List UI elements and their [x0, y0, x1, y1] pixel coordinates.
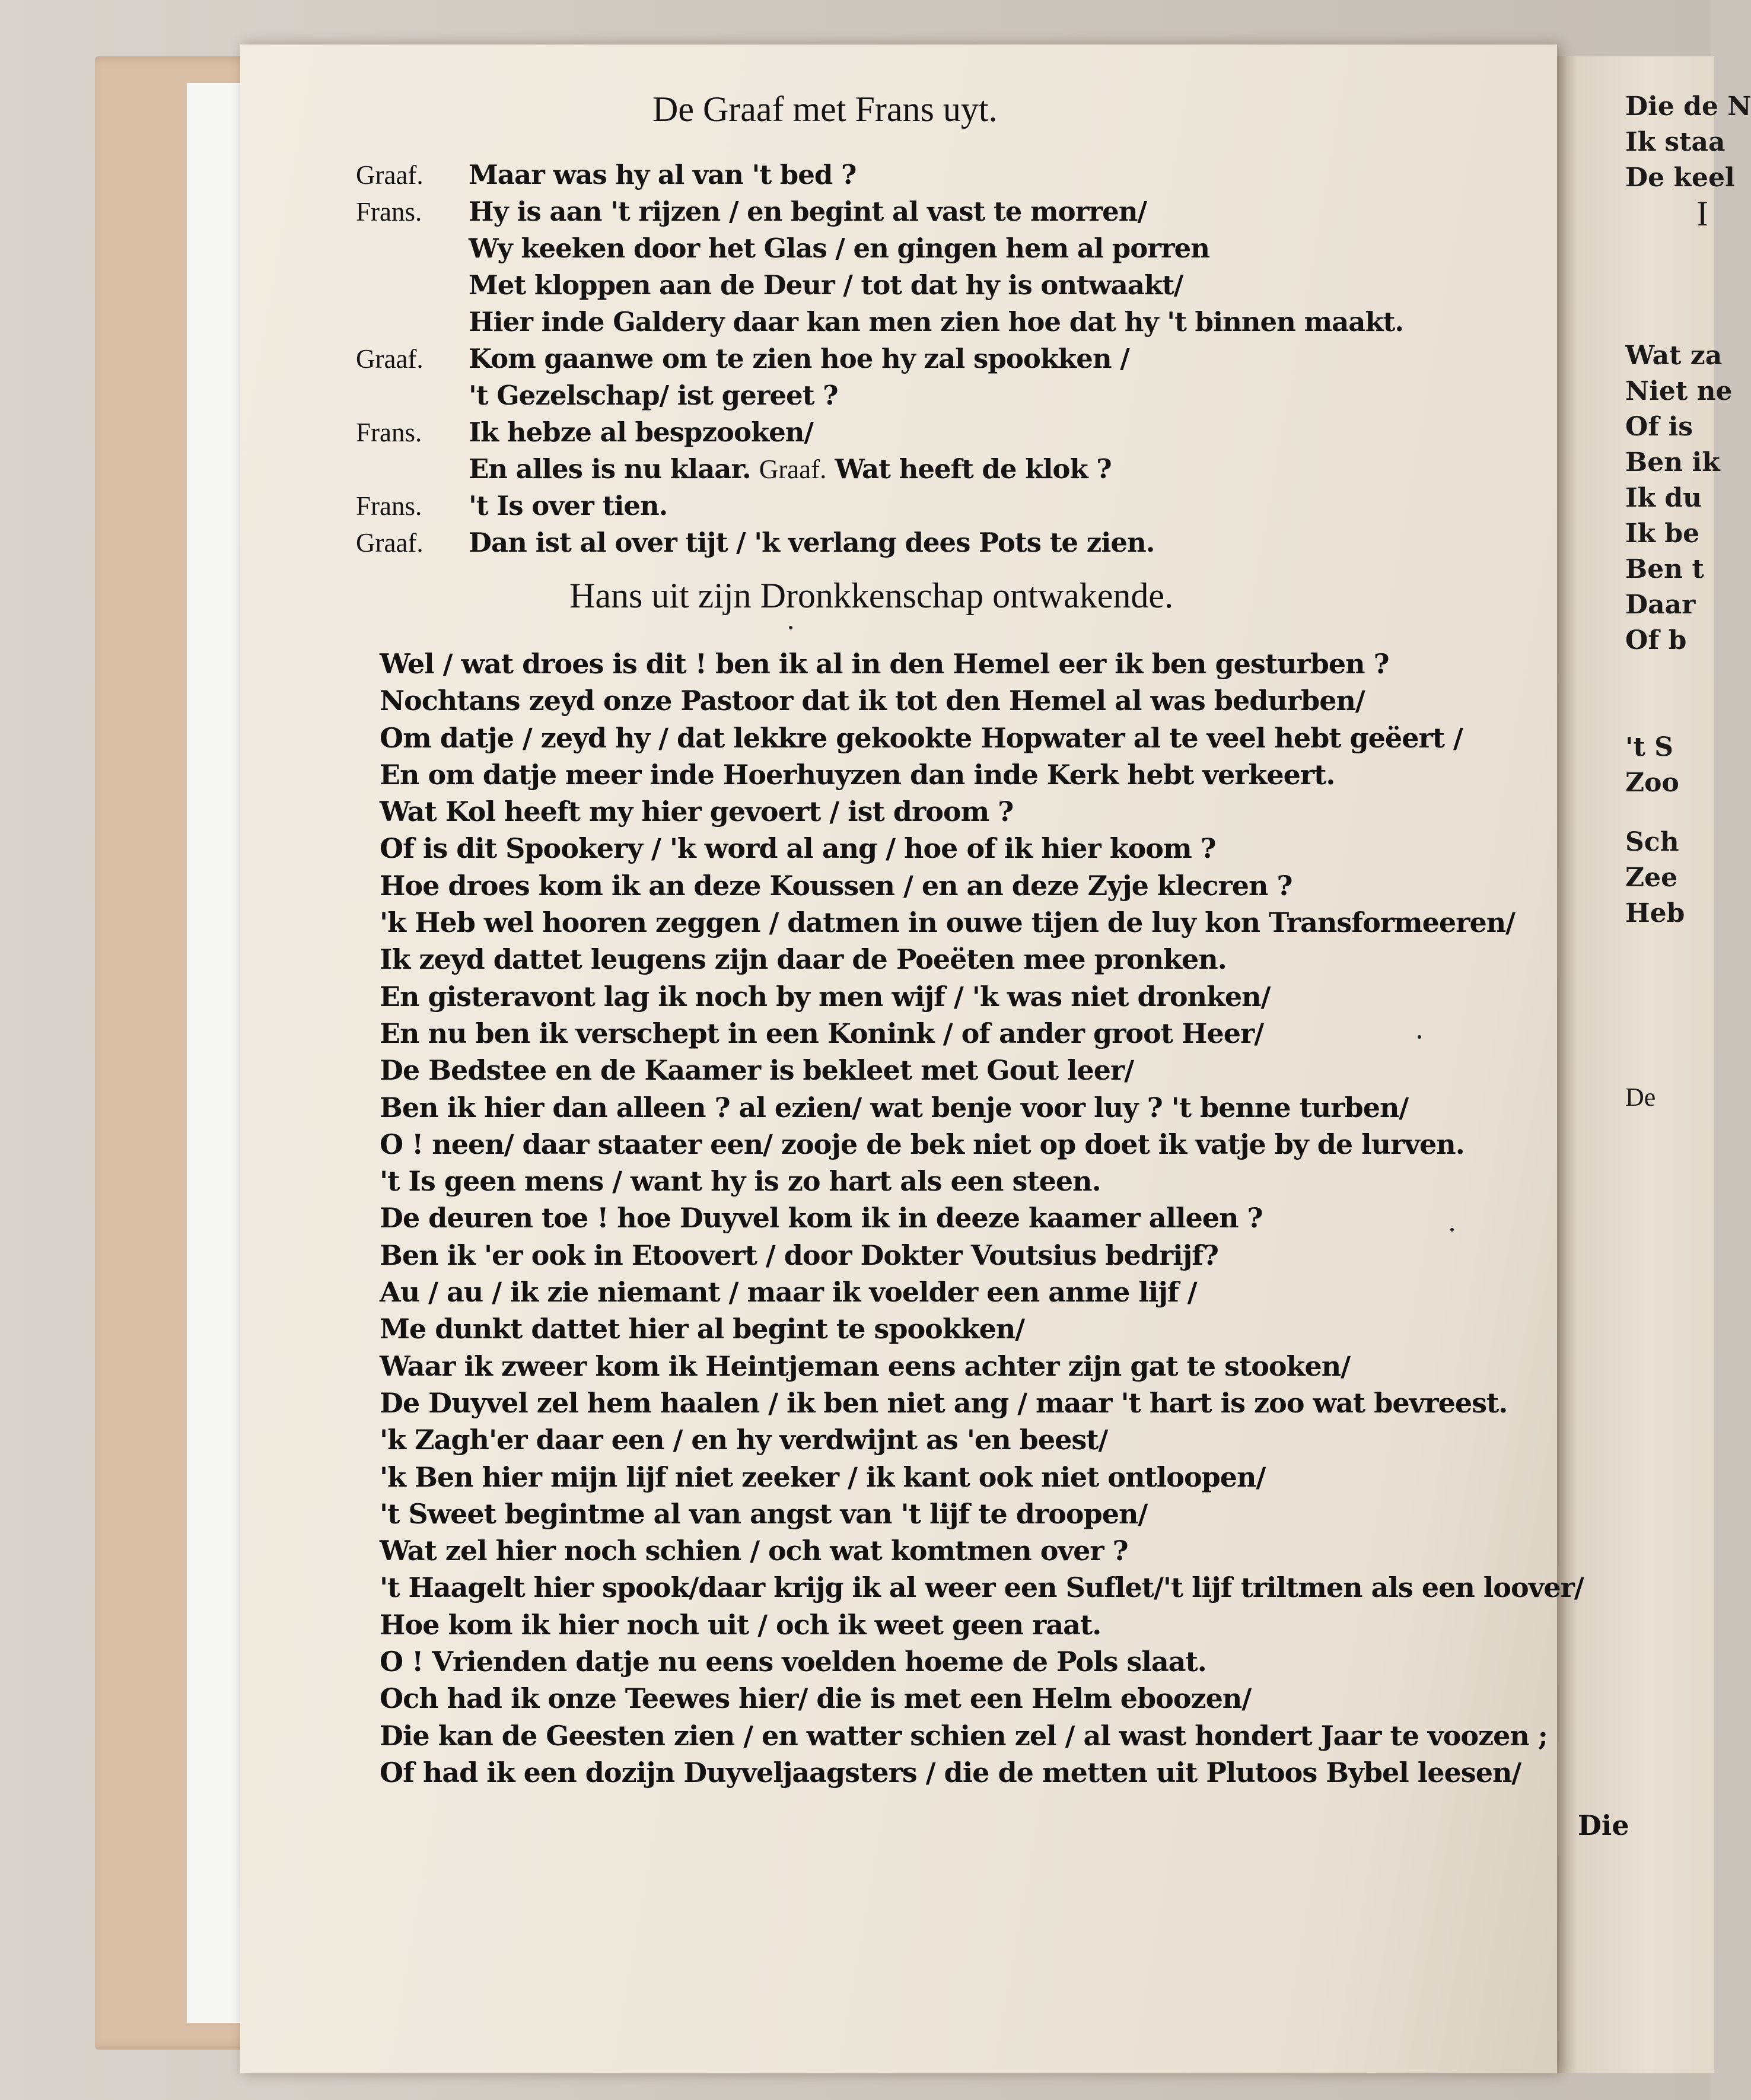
verse-line: Of is dit Spookery / 'k word al ang / hoe of ik hier koom ?: [380, 832, 1216, 865]
speaker-label: Graaf.: [356, 528, 424, 558]
dialogue-line: [356, 159, 1631, 196]
verse-line: 'k Heb wel hooren zeggen / datmen in ouwe tijen de luy kon Transformeeren/: [380, 906, 1515, 939]
verse-line: 't Is geen mens / want hy is zo hart als een steen.: [380, 1165, 1101, 1198]
verse-line: De Duyvel zel hem haalen / ik ben niet ang / maar 't hart is zoo wat bevreest.: [380, 1386, 1508, 1419]
verse-line: Om datje / zeyd hy / dat lekkre gekookte Hopwater al te veel hebt geëert /: [380, 721, 1463, 754]
dialogue-text: Met kloppen aan de Deur / tot dat hy is ontwaakt/: [469, 269, 1183, 301]
dialogue-text: Wat heeft de klok ?: [835, 453, 1112, 485]
catchword: Die: [1578, 1809, 1629, 1841]
facing-line: De: [1625, 1083, 1656, 1112]
speaker-label: Graaf.: [356, 344, 424, 374]
facing-line: Zoo: [1625, 768, 1679, 798]
dialogue-line: [356, 196, 1631, 233]
dialogue-block: [356, 159, 1631, 564]
verse-line: Waar ik zweer kom ik Heintjeman eens achter zijn gat te stooken/: [380, 1350, 1351, 1382]
verse-line: 'k Ben hier mijn lijf niet zeeker / ik kant ook niet ontloopen/: [380, 1461, 1266, 1493]
dialogue-text: Maar was hy al van 't bed ?: [469, 159, 857, 190]
scene-heading: Hans uit zijn Dronkkenschap ontwakende.: [569, 576, 1174, 615]
speaker-label: Frans.: [356, 491, 422, 521]
verse-line: Hoe kom ik hier noch uit / och ik weet geen raat.: [380, 1608, 1101, 1641]
verse-line: Of had ik een dozijn Duyveljaagsters / die de metten uit Plutoos Bybel leesen/: [380, 1756, 1521, 1789]
verse-line: Wat zel hier noch schien / och wat komtmen over ?: [380, 1535, 1128, 1567]
speaker-label: Graaf.: [759, 454, 827, 484]
dialogue-text: Kom gaanwe om te zien hoe hy zal spookken /: [469, 343, 1129, 374]
verse-line: 't Haagelt hier spook/daar krijg ik al weer een Suflet/'t lijf triltmen als een loover/: [380, 1571, 1584, 1604]
verse-line: Hoe droes kom ik an deze Koussen / en an deze Zyje klecren ?: [380, 869, 1292, 902]
dialogue-text: Dan ist al over tijt / 'k verlang dees Pots te zien.: [469, 527, 1155, 558]
facing-line: Zee: [1625, 863, 1678, 893]
verse-line: Ik zeyd dattet leugens zijn daar de Poeëten mee pronken.: [380, 943, 1227, 976]
verse-line: O ! neen/ daar staater een/ zooje de bek niet op doet ik vatje by de lurven.: [380, 1128, 1465, 1160]
dialogue-line: [356, 490, 1631, 527]
verse-line: O ! Vrienden datje nu eens voelden hoeme de Pols slaat.: [380, 1646, 1206, 1678]
ink-spot: [1418, 1035, 1421, 1039]
verse-line: En nu ben ik verschept in een Konink / of ander groot Heer/: [380, 1017, 1264, 1049]
facing-line: Ben ik: [1625, 447, 1720, 478]
facing-line: Ik du: [1625, 483, 1702, 513]
facing-line: Of is: [1625, 412, 1693, 442]
verse-line: Au / au / ik zie niemant / maar ik voelder een anme lijf /: [380, 1276, 1197, 1309]
facing-line: Die de N: [1625, 91, 1751, 122]
dialogue-line: [356, 380, 1631, 416]
monologue-block: [380, 648, 1655, 1793]
facing-line: Heb: [1625, 898, 1685, 928]
verse-line: De Bedstee en de Kaamer is bekleet met Gout leer/: [380, 1054, 1134, 1087]
dialogue-text: Hier inde Galdery daar kan men zien hoe dat hy 't binnen maakt.: [469, 306, 1404, 338]
dialogue-line: [356, 343, 1631, 380]
verse-line: Me dunkt dattet hier al begint te spookken/: [380, 1313, 1025, 1345]
page-header-title: De Graaf met Frans uyt.: [652, 90, 998, 129]
facing-line: Daar: [1625, 590, 1696, 620]
verse-line: Ben ik hier dan alleen ? al ezien/ wat benje voor luy ? 't benne turben/: [380, 1091, 1409, 1124]
verse-line: 't Sweet begintme al van angst van 't lijf te droopen/: [380, 1497, 1148, 1530]
verse-line: Wat Kol heeft my hier gevoert / ist droom ?: [380, 796, 1014, 828]
facing-line: I: [1696, 194, 1708, 233]
ink-spot: [1450, 1228, 1454, 1232]
facing-line: Ik be: [1625, 518, 1700, 549]
dialogue-line: [356, 233, 1631, 269]
verse-line: Die kan de Geesten zien / en watter schien zel / al wast hondert Jaar te voozen ;: [380, 1719, 1548, 1752]
verse-line: 'k Zagh'er daar een / en hy verdwijnt as 'en beest/: [380, 1424, 1108, 1456]
facing-line: Sch: [1625, 827, 1679, 857]
dialogue-text: Hy is aan 't rijzen / en begint al vast te morren/: [469, 196, 1147, 227]
ink-spot: [789, 626, 792, 629]
verse-line: De deuren toe ! hoe Duyvel kom ik in deeze kaamer alleen ?: [380, 1202, 1263, 1234]
facing-line: Ik staa: [1625, 127, 1725, 157]
facing-line: Ben t: [1625, 554, 1704, 584]
dialogue-line: [356, 306, 1631, 343]
speaker-label: Graaf.: [356, 160, 424, 190]
dialogue-line: [356, 416, 1631, 453]
dialogue-text: Wy keeken door het Glas / en gingen hem al porren: [469, 233, 1210, 264]
facing-line: Wat za: [1625, 341, 1723, 371]
verse-line: Wel / wat droes is dit ! ben ik al in den Hemel eer ik ben gesturben ?: [380, 648, 1389, 680]
page-edge-strip: [187, 83, 246, 2023]
verse-line: Ben ik 'er ook in Etoovert / door Dokter Voutsius bedrijf?: [380, 1239, 1218, 1271]
facing-line: 't S: [1625, 732, 1673, 762]
speaker-label: Frans.: [356, 197, 422, 227]
verse-line: Och had ik onze Teewes hier/ die is met een Helm eboozen/: [380, 1682, 1252, 1715]
facing-line: De keel: [1625, 163, 1735, 193]
verse-line: En gisteravont lag ik noch by men wijf / 'k was niet dronken/: [380, 980, 1271, 1013]
facing-line: Of b: [1625, 625, 1687, 656]
verse-line: Nochtans zeyd onze Pastoor dat ik tot den Hemel al was bedurben/: [380, 685, 1365, 717]
dialogue-text: 't Gezelschap/ ist gereet ?: [469, 380, 838, 411]
dialogue-text: En alles is nu klaar.: [469, 453, 751, 485]
dialogue-line: [356, 453, 1631, 490]
verse-line: En om datje meer inde Hoerhuyzen dan inde Kerk hebt verkeert.: [380, 758, 1335, 791]
speaker-label: Frans.: [356, 418, 422, 447]
dialogue-text: Ik hebze al bespzooken/: [469, 416, 813, 448]
dialogue-text: 't Is over tien.: [469, 490, 668, 521]
dialogue-line: [356, 527, 1631, 564]
dialogue-line: [356, 269, 1631, 306]
facing-line: Niet ne: [1625, 376, 1733, 406]
